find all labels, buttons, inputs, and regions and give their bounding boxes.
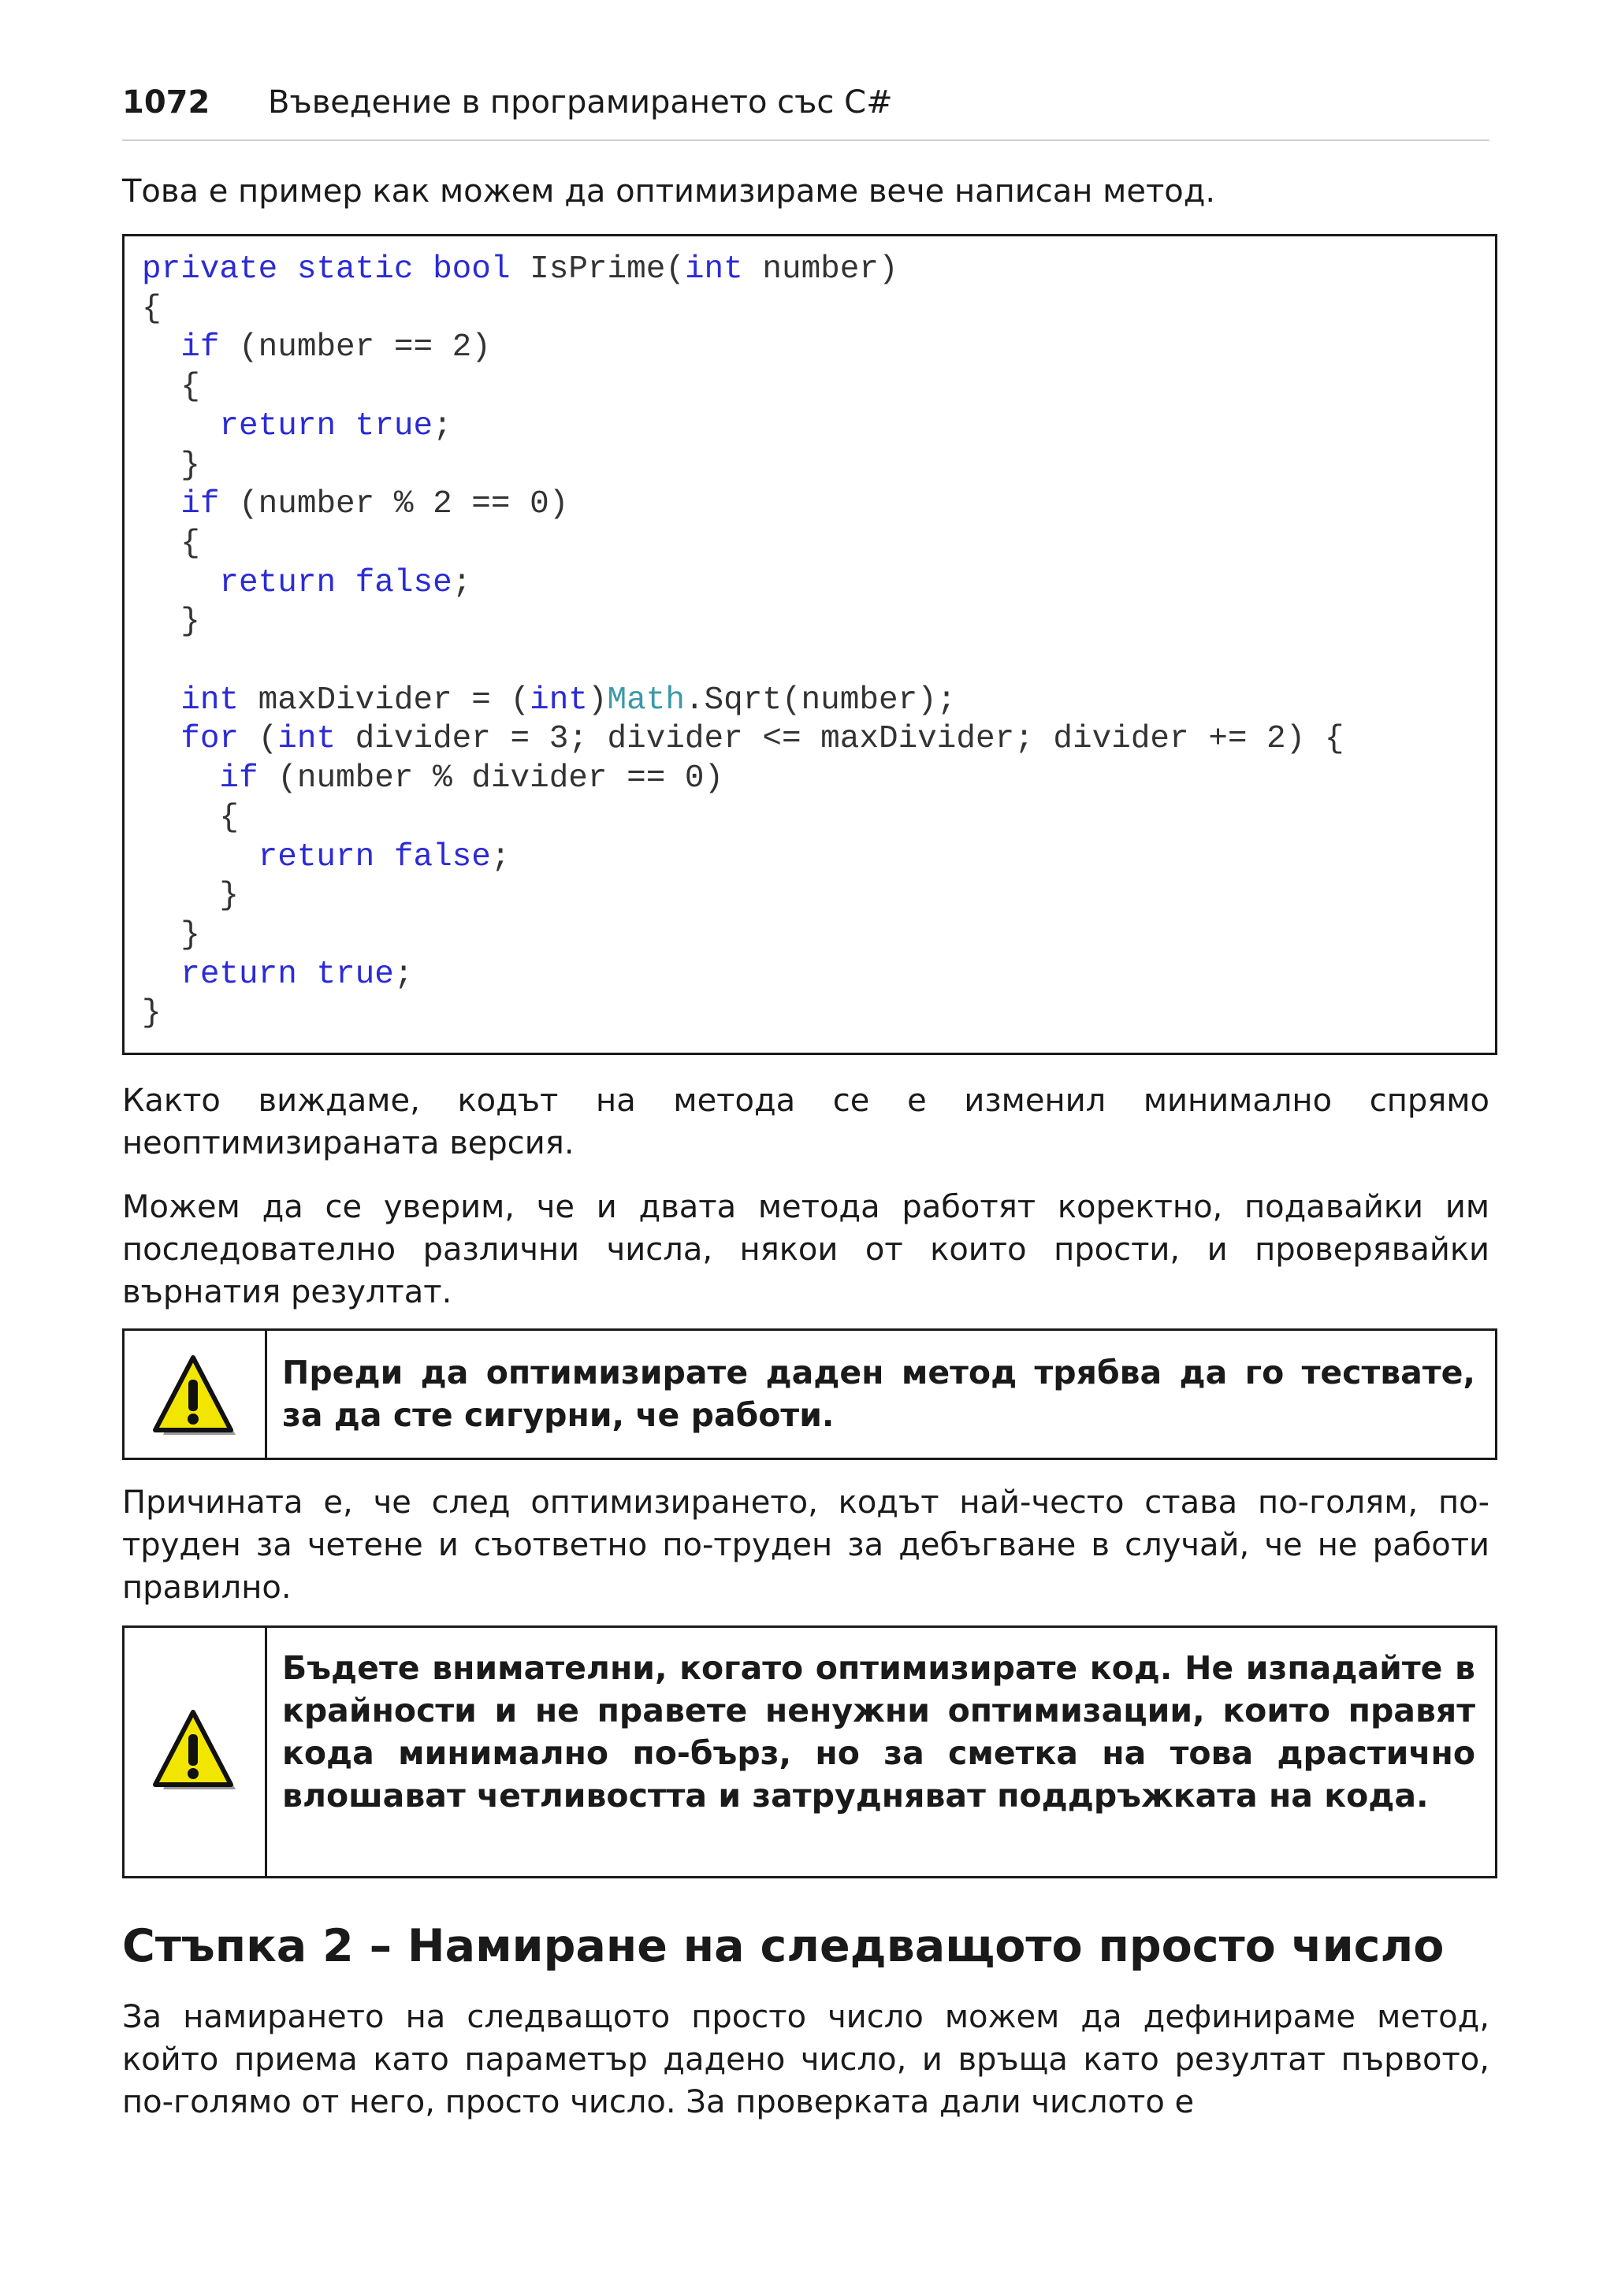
section-heading: Стъпка 2 – Намиране на следващото просто число — [122, 1920, 1445, 1972]
note-box-test — [122, 1328, 1497, 1460]
warning-icon — [151, 1353, 239, 1441]
paragraph-after-code: Както виждаме, кодът на метода се е изменил минимално спрямо неоптимизираната версия. — [122, 1083, 1489, 1161]
paragraph-reason: Причината е, че след оптимизирането, кодът най-често става по-голям, по-труден за четене и съответно по-труден за дебъгване в случай, че не работи правилно. — [122, 1484, 1489, 1606]
note-text-test: Преди да оптимизирате даден метод трябва да го тествате, за да сте сигурни, че работи. — [282, 1354, 1475, 1434]
paragraph-next: За намирането на следващото просто число можем да дефинираме метод, който приема като параметър дадено число, и връща като резултат първото, по-голямо от него, просто число. За проверката дали числото е — [122, 1999, 1489, 2120]
code-block: private static bool IsPrime(int number) { if (number == 2) { return true; } if (number % 2 == 0) { return false; } int maxDivider = (int)Math.Sqrt(number); for (int divider = 3; divider <= maxDivider; divider += 2) { if (number % divider == 0) { return false; } } return true; } — [142, 251, 1344, 1032]
page-number: 1072 — [122, 84, 210, 121]
book-title: Въведение в програмирането със C# — [268, 84, 893, 121]
note-text-careful: Бъдете внимателни, когато оптимизирате код. Не изпадайте в крайности и не правете ненужни оптимизации, които правят кода минимално по-бърз, но за сметка на това драстично влошават четливостта и затрудняват поддръжката на кода. — [282, 1649, 1475, 1815]
code-listing — [122, 234, 1497, 1055]
page-header — [122, 79, 1489, 141]
note-box-careful — [122, 1625, 1497, 1878]
paragraph-verify: Можем да се уверим, че и двата метода работят коректно, подавайки им последователно различни числа, някои от които прости, и проверявайки върнатия резултат. — [122, 1189, 1489, 1310]
intro-paragraph: Това е пример как можем да оптимизираме вече написан метод. — [122, 173, 1216, 210]
warning-icon — [151, 1707, 239, 1796]
